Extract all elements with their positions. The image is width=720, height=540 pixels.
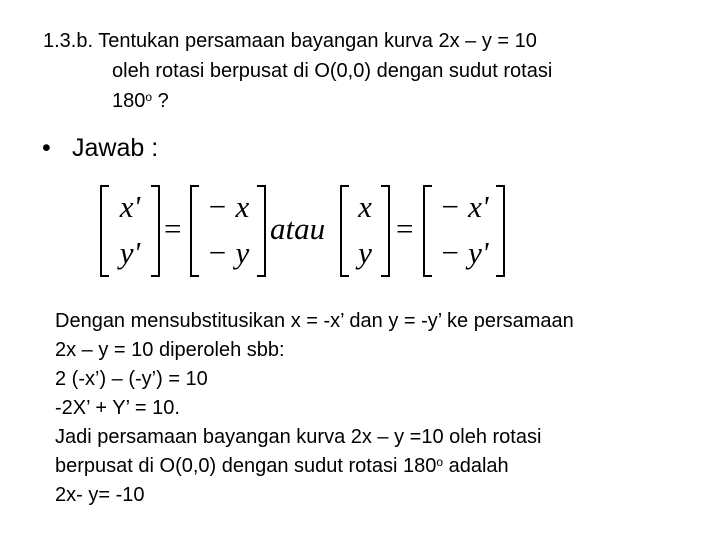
answer-line: 2 (-x’) – (-y’) = 10: [55, 368, 208, 390]
answer-line: -2X’ + Y’ = 10.: [55, 397, 180, 419]
matrix-cell: − y': [439, 235, 489, 270]
answer-line-6-end: adalah: [443, 455, 509, 477]
matrix-cell: − x: [206, 189, 250, 224]
matrix-cell: y': [119, 235, 141, 270]
matrix-x-prime: [100, 185, 160, 277]
question-line-3: [112, 89, 169, 113]
question-line-1: 1.3.b. Tentukan persamaan bayangan kurva 2x – y = 10: [43, 30, 537, 52]
degree-mark: o: [145, 90, 153, 104]
answer-line-6-text: berpusat di O(0,0) dengan sudut rotasi 180: [55, 455, 437, 477]
atau-word: atau: [270, 211, 326, 246]
degree-mark: o: [436, 455, 444, 469]
answer-line: 2x- y= -10: [55, 484, 145, 506]
equals-sign: =: [396, 211, 414, 246]
answer-line: Dengan mensubstitusikan x = -x’ dan y = -y’ ke persamaan: [55, 310, 574, 332]
question-line-3-text: 180: [112, 90, 146, 112]
matrix-x: [340, 185, 390, 277]
answer-line: [55, 454, 509, 478]
answer-line: 2x – y = 10 diperoleh sbb:: [55, 339, 285, 361]
matrix-minus-x: [190, 185, 266, 277]
matrix-cell: x': [119, 189, 141, 224]
answer-line: Jadi persamaan bayangan kurva 2x – y =10 oleh rotasi: [55, 426, 542, 448]
equals-sign: =: [164, 211, 182, 246]
question-line-3-end: ?: [152, 90, 169, 112]
matrix-equation: [0, 180, 720, 280]
matrix-cell: − y: [206, 235, 250, 270]
matrix-cell: y: [358, 235, 372, 270]
matrix-cell: − x': [439, 189, 489, 224]
matrix-minus-x-prime: [423, 185, 505, 277]
jawab-heading: Jawab :: [72, 134, 159, 162]
question-line-2: oleh rotasi berpusat di O(0,0) dengan sudut rotasi: [112, 60, 553, 82]
bullet-icon: •: [42, 134, 51, 162]
matrix-cell: x: [358, 189, 372, 224]
